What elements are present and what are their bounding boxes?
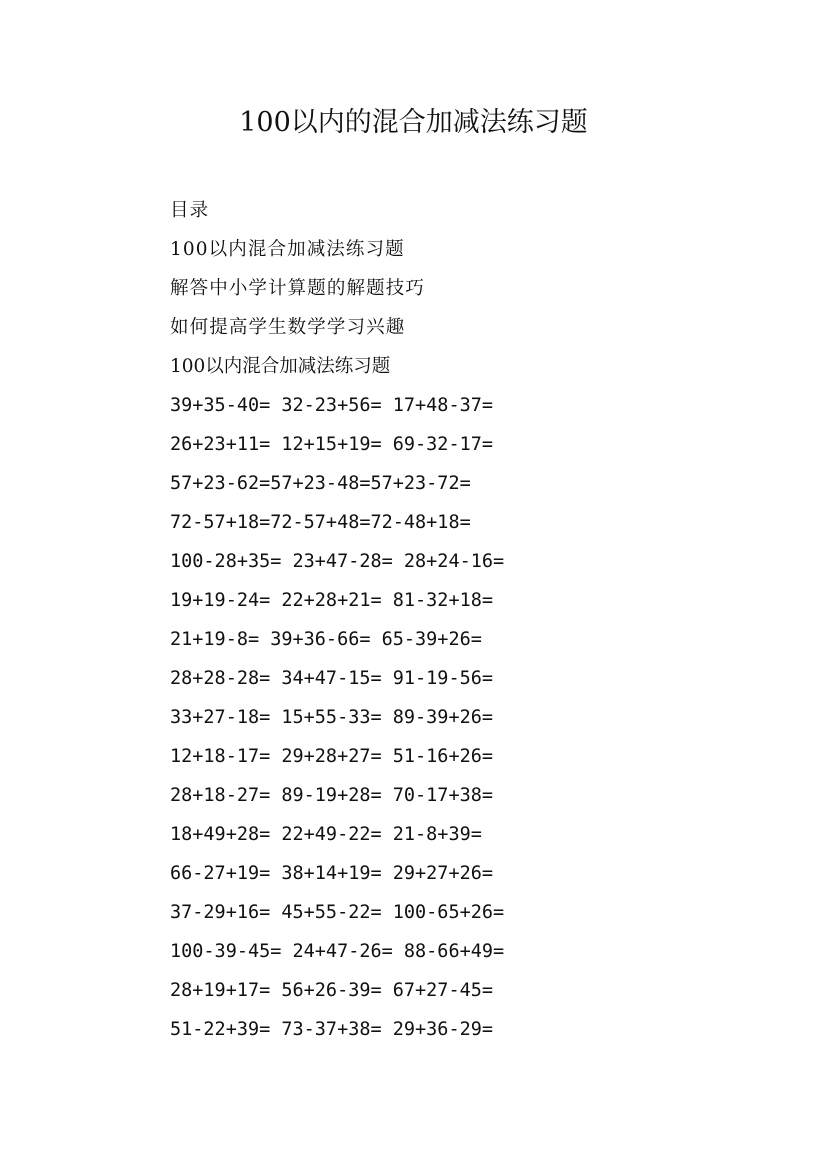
section-heading: 100以内混合加减法练习题 (170, 356, 391, 377)
exercise-line: 18+49+28= 22+49-22= 21-8+39= (170, 824, 482, 845)
toc-item: 如何提高学生数学学习兴趣 (170, 317, 406, 338)
exercise-line: 37-29+16= 45+55-22= 100-65+26= (170, 902, 505, 923)
exercise-line: 21+19-8= 39+36-66= 65-39+26= (170, 629, 482, 650)
exercise-line: 33+27-18= 15+55-33= 89-39+26= (170, 707, 494, 728)
exercise-line: 100-28+35= 23+47-28= 28+24-16= (170, 551, 505, 572)
document-title: 100以内的混合加减法练习题 (239, 107, 588, 138)
exercise-line: 28+28-28= 34+47-15= 91-19-56= (170, 668, 494, 689)
exercise-line: 57+23-62=57+23-48=57+23-72= (170, 473, 471, 494)
exercise-line: 39+35-40= 32-23+56= 17+48-37= (170, 395, 494, 416)
exercise-list (170, 386, 730, 1049)
toc-item: 解答中小学计算题的解题技巧 (170, 278, 425, 299)
toc-heading: 目录 (170, 200, 210, 221)
exercise-line: 28+18-27= 89-19+28= 70-17+38= (170, 785, 494, 806)
toc-item: 100以内混合加减法练习题 (170, 239, 405, 260)
document-body (170, 191, 730, 1049)
exercise-line: 19+19-24= 22+28+21= 81-32+18= (170, 590, 494, 611)
exercise-line: 28+19+17= 56+26-39= 67+27-45= (170, 980, 494, 1001)
exercise-line: 51-22+39= 73-37+38= 29+36-29= (170, 1019, 494, 1040)
exercise-line: 12+18-17= 29+28+27= 51-16+26= (170, 746, 494, 767)
exercise-line: 72-57+18=72-57+48=72-48+18= (170, 512, 471, 533)
exercise-line: 26+23+11= 12+15+19= 69-32-17= (170, 434, 494, 455)
exercise-line: 100-39-45= 24+47-26= 88-66+49= (170, 941, 505, 962)
exercise-line: 66-27+19= 38+14+19= 29+27+26= (170, 863, 494, 884)
table-of-contents (170, 191, 730, 347)
